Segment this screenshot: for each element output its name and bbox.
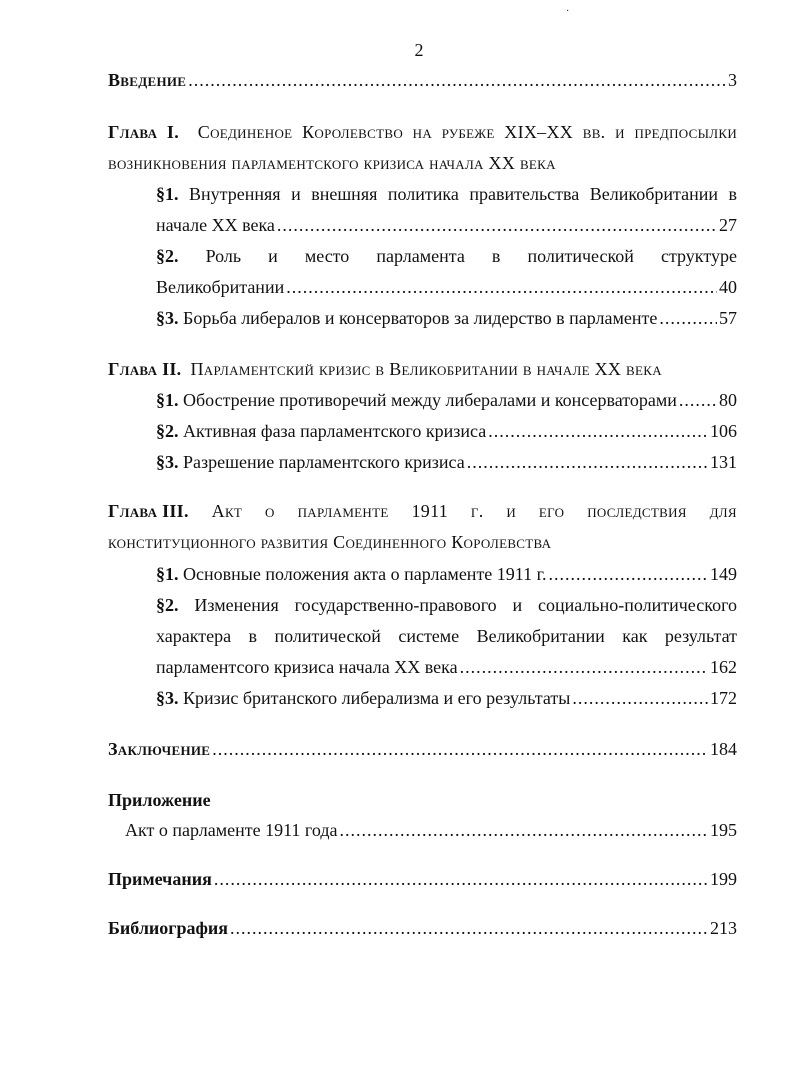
section-number: §3. (156, 308, 179, 328)
chapter3-section2[interactable] (156, 594, 737, 616)
section-word: парламента (376, 246, 465, 266)
dot-leader (467, 451, 708, 473)
dot-leader (659, 307, 717, 329)
section-page: 106 (710, 421, 737, 441)
toc-entry-conclusion[interactable] (108, 738, 737, 760)
chapter3-title-word: парламенте (297, 501, 389, 521)
bibliography-title: Библиография (108, 918, 229, 938)
chapter3-heading[interactable] (108, 500, 737, 522)
chapter1-section1-cont[interactable] (156, 214, 737, 236)
section-word: Роль (205, 246, 242, 266)
toc-entry-intro[interactable] (108, 69, 737, 91)
chapter2-section3[interactable] (156, 451, 737, 473)
section-word: место (304, 246, 350, 266)
chapter2-heading[interactable] (108, 358, 737, 380)
chapter1-title-line1: Соединеное Королевство на рубеже XIX–XX вв. и предпосылки (197, 122, 738, 142)
section-page: 162 (710, 657, 737, 677)
section-title-line1: Внутренняя и внешняя политика правительства Великобритании в (189, 184, 737, 204)
dot-leader (212, 738, 708, 760)
section-number: §3. (156, 688, 179, 708)
section-number: §1. (156, 390, 179, 410)
chapter1-label: Глава I. (108, 122, 180, 142)
chapter1-section3[interactable] (156, 307, 737, 329)
chapter3-section2-line2: характера в политической системе Великобритании как результат (156, 626, 737, 646)
chapter2-title: Парламентский кризис в Великобритании в начале XX века (190, 359, 662, 379)
section-title-line1: Изменения государственно-правового и социально-политического (194, 595, 738, 615)
chapter3-title-word: 1911 (411, 501, 449, 521)
section-title: Основные положения акта о парламенте 1911 г. (183, 564, 547, 584)
notes-title: Примечания (108, 869, 212, 889)
section-page: 40 (719, 277, 737, 297)
chapter3-title-word: Акт (211, 501, 243, 521)
notes-page: 199 (710, 869, 737, 889)
chapter3-title-word: о (265, 501, 275, 521)
toc-entry-appendix-item[interactable] (125, 819, 737, 841)
intro-page: 3 (728, 70, 737, 90)
section-title: Обострение противоречий между либералами и консерваторами (183, 390, 677, 410)
chapter1-section2-cont[interactable] (156, 276, 737, 298)
chapter2-section2[interactable] (156, 420, 737, 442)
chapter3-title-word: последствия (587, 501, 687, 521)
chapter3-title-line2: конституционного развития Соединенного Королевства (108, 532, 552, 552)
intro-title: Введение (108, 70, 187, 90)
chapter3-section1[interactable] (156, 563, 737, 585)
dot-leader (679, 389, 717, 411)
dot-leader (188, 69, 726, 91)
chapter1-heading[interactable] (108, 121, 737, 143)
chapter3-title-word: г. (470, 501, 484, 521)
section-page: 27 (719, 215, 737, 235)
chapter3-title-word: для (709, 501, 737, 521)
section-title: Кризис британского либерализма и его результаты (183, 688, 571, 708)
chapter3-section3[interactable] (156, 687, 737, 709)
section-word: и (268, 246, 278, 266)
section-page: 172 (710, 688, 737, 708)
appendix-title: Приложение (108, 790, 211, 810)
chapter2-label: Глава II. (108, 359, 182, 379)
section-number: §1. (156, 564, 179, 584)
chapter1-title-line2: возникновения парламентского кризиса начала XX века (108, 153, 556, 173)
section-word: структуре (660, 246, 737, 266)
section-title: Активная фаза парламентского кризиса (183, 421, 487, 441)
dot-leader (286, 276, 717, 298)
section-title-line2: начале XX века (156, 215, 275, 235)
chapter1-section2[interactable] (156, 245, 737, 267)
section-title: Разрешение парламентского кризиса (183, 452, 465, 472)
appendix-page: 195 (710, 820, 737, 840)
dot-leader (277, 214, 717, 236)
chapter3-label: Глава III. (108, 501, 189, 521)
section-title: Борьба либералов и консерваторов за лидерство в парламенте (183, 308, 658, 328)
dot-leader (548, 563, 708, 585)
chapter3-section2-cont[interactable] (156, 656, 737, 678)
toc-entry-bibliography[interactable] (108, 917, 737, 939)
section-page: 80 (719, 390, 737, 410)
dot-leader (572, 687, 708, 709)
toc-entry-notes[interactable] (108, 868, 737, 890)
scan-mark: · (566, 6, 570, 17)
dot-leader (214, 868, 708, 890)
section-word: политической (527, 246, 634, 266)
section-page: 131 (710, 452, 737, 472)
conclusion-page: 184 (710, 739, 737, 759)
chapter2-section1[interactable] (156, 389, 737, 411)
section-number: §3. (156, 452, 179, 472)
bibliography-page: 213 (710, 918, 737, 938)
section-number: §2. (156, 595, 179, 615)
section-word: в (491, 246, 501, 266)
chapter3-title-word: и (506, 501, 517, 521)
section-number: §1. (156, 184, 179, 204)
chapter3-title-word: его (538, 501, 565, 521)
page-number: 2 (414, 40, 424, 60)
section-title-line2: Великобритании (156, 277, 285, 297)
appendix-item: Акт о парламенте 1911 года (125, 820, 338, 840)
dot-leader (460, 656, 708, 678)
section-title-line3: парламентсого кризиса начала XX века (156, 657, 458, 677)
dot-leader (488, 420, 708, 442)
section-number: §2. (156, 246, 179, 266)
chapter1-section1[interactable] (156, 183, 737, 205)
dot-leader (340, 819, 709, 841)
conclusion-title: Заключение (108, 739, 211, 759)
section-number: §2. (156, 421, 179, 441)
section-page: 149 (710, 564, 737, 584)
section-page: 57 (719, 308, 737, 328)
dot-leader (230, 917, 708, 939)
